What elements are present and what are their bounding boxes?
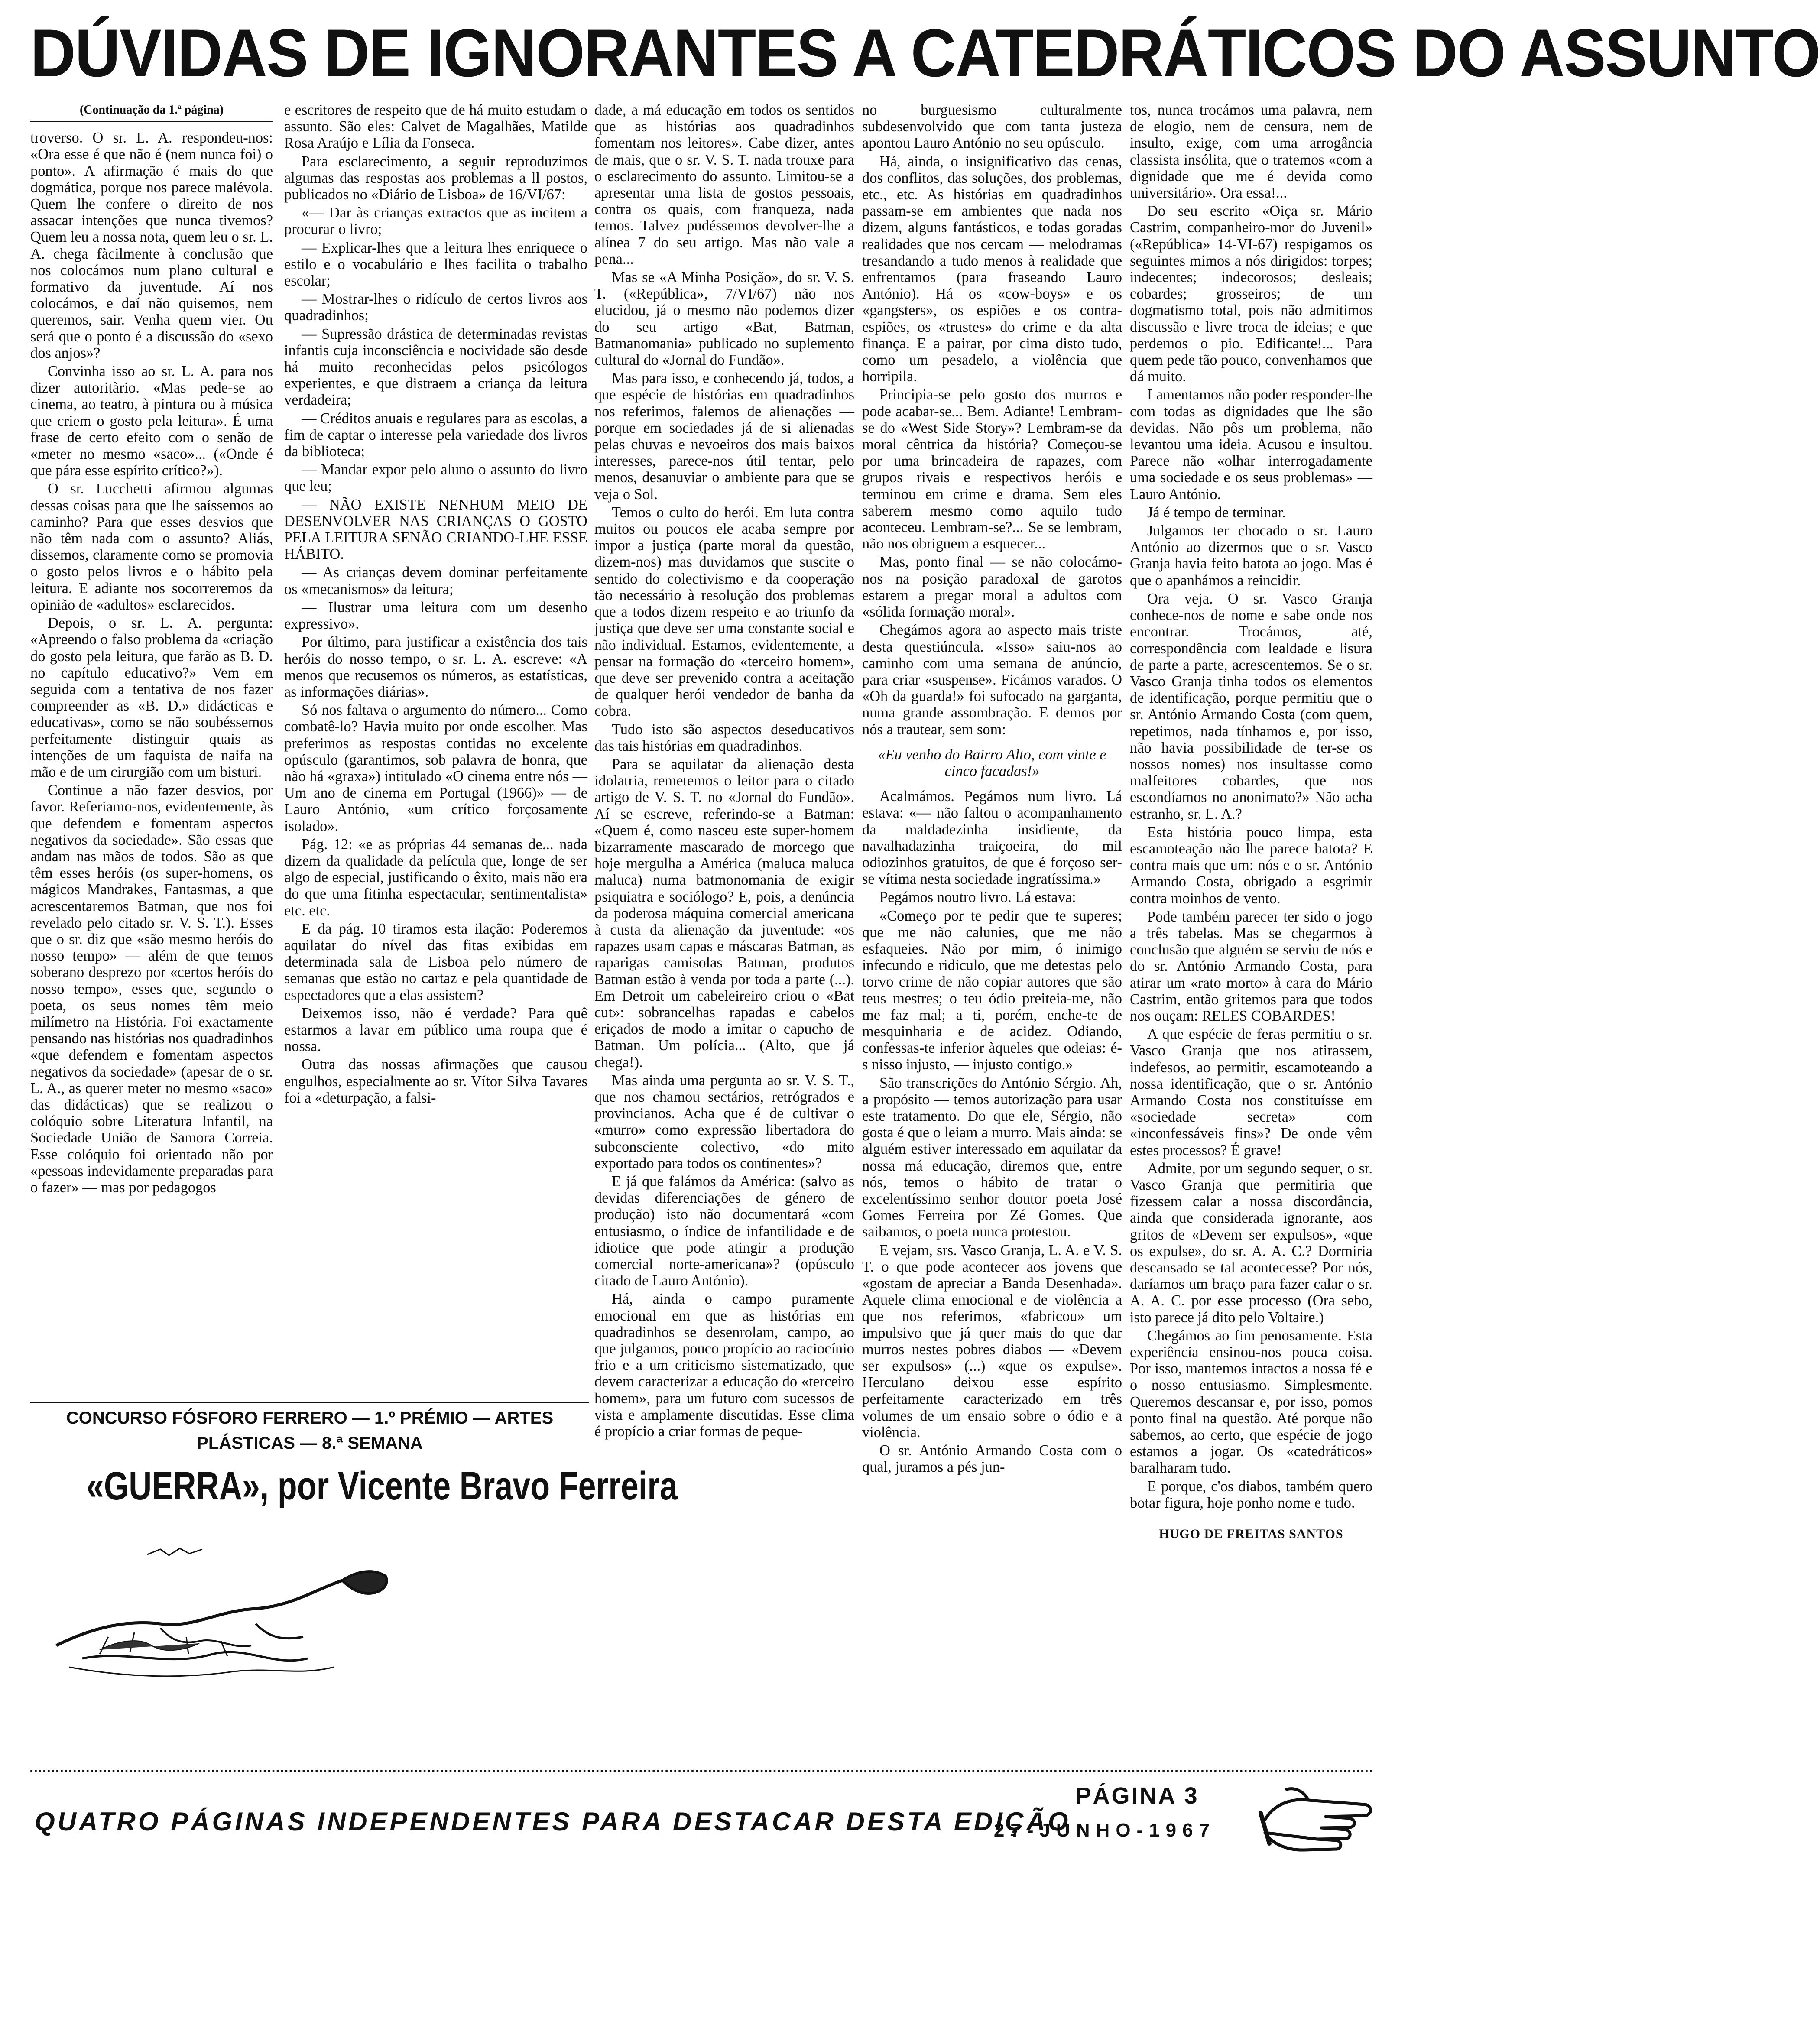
paragraph: Mas para isso, e conhecendo já, todos, a que espécie de histórias em quadradinhos nos referimos, falemos de alienações — porque em sociedades já de si alienadas pelas chuvas e nevoeiros dos mais baixos interesses, parece-nos útil tentar, pelo menos, desanuviar o ambiente para que se veja o Sol. xyxy=(594,370,854,503)
paragraph: Por último, para justificar a existência dos tais heróis do nosso tempo, o sr. L. A. escreve: «A menos que recusemos os números, as estatísticas, as informações diárias». xyxy=(284,634,587,700)
footer-banner: QUATRO PÁGINAS INDEPENDENTES PARA DESTACAR DESTA EDIÇÃO xyxy=(35,1807,1071,1836)
paragraph: — Créditos anuais e regulares para as escolas, a fim de captar o interesse pela variedade dos livros da biblioteca; xyxy=(284,410,587,460)
paragraph: Ora veja. O sr. Vasco Granja conhece-nos de nome e sabe onde nos encontrar. Trocámos, até, correspondência com lealdade e lisura de parte a parte, acrescentemos. Se o sr. Vasco Granja tinha todos os elementos de identificação, porque permitiu que o sr. António Armando Costa (com quem, repetimos, nada tínhamos e, por isso, não havia possibilidade de ter-se os nossos nomes) nos insultasse como malfeitores cobardes, que nos escondíamos no anonimato?» Não acha estranho, sr. L. A.? xyxy=(1130,590,1372,822)
page-date: 27-JUNHO-1967 xyxy=(993,1820,1216,1841)
paragraph: no burguesismo culturalmente subdesenvolvido que com tanta justeza apontou Lauro António no seu opúsculo. xyxy=(862,102,1122,152)
paragraph: Pág. 12: «e as próprias 44 semanas de... nada dizem da qualidade da película que, longe de ser algo de especial, justificando o êxito, mais não era do que uma fitinha espectacular, sentimentalista» etc. etc. xyxy=(284,836,587,919)
paragraph: Mas ainda uma pergunta ao sr. V. S. T., que nos chamou sectários, retrógrados e provincianos. Acha que é de cultivar o «murro» como expressão libertadora do subconsciente colectivo, «do mito exportado para todos os continentes»? xyxy=(594,1072,854,1172)
paragraph: E da pág. 10 tiramos esta ilação: Poderemos aquilatar do nível das fitas exibidas em determinada sala de Lisboa pelo número de semanas que estão no cartaz e pela quantidade de espectadores que a elas assistem? xyxy=(284,920,587,1003)
paragraph: Acalmámos. Pegámos num livro. Lá estava: «— não faltou o acompanhamento da maldadezinha insidiente, da navalhadazinha traiçoeira, do mil odiozinhos gratuitos, de que é forçoso ser-se vítima nesta sociedade ingratíssima.» xyxy=(862,788,1122,888)
paragraph: Para esclarecimento, a seguir reproduzimos algumas das respostas aos problemas a ll postos, publicados no «Diário de Lisboa» de 16/VI/67: xyxy=(284,153,587,203)
artwork-illustration xyxy=(30,1537,589,1680)
paragraph: Deixemos isso, não é verdade? Para quê estarmos a lavar em público uma roupa que é nossa. xyxy=(284,1005,587,1055)
paragraph: Lamentamos não poder responder-lhe com todas as dignidades que lhe são devidas. Não pôs um problema, não levantou uma ideia. Acusou e insultou. Parece não «olhar interrogadamente uma sociedade e os seus problemas» — Lauro António. xyxy=(1130,386,1372,503)
paragraph: troverso. O sr. L. A. respondeu-nos: «Ora esse é que não é (nem nunca foi) o ponto». A afirmação é mais do que dogmática, porque nos parece malévola. Quem lhe confere o direito de nos assacar intenções que nunca tivemos? Quem leu a nossa nota, quem leu o sr. L. A. chega fàcilmente à conclusão que nos colocámos num plano cultural e formativo da juventude. Aí nos colocámos, e daí não quisemos, nem queremos, sair. Venha quem vier. Ou será que o ponto é a discussão do «sexo dos anjos»? xyxy=(30,130,273,361)
paragraph: — Mostrar-lhes o ridículo de certos livros aos quadradinhos; xyxy=(284,291,587,324)
paragraph: O sr. António Armando Costa com o qual, juramos a pés jun- xyxy=(862,1442,1122,1476)
paragraph: Continue a não fazer desvios, por favor. Referiamo-nos, evidentemente, às que defendem e fomentam aspectos negativos da sociedade». São essas que andam nas mãos de todos. São as que têm esses heróis (os super-homens, os mágicos Mandrakes, Fantasmas, a que acrescentaremos Batman, que nos foi revelado pelo citado sr. V. S. T.). Esses que o sr. diz que «são mesmo heróis do nosso tempo» — além de que temos soberano desprezo por «certos heróis do nosso tempo», esses que, segundo o poeta, os seus nomes têm meio milímetro na História. Foi exactamente pensando nas histórias nos quadradinhos «que defendem e fomentam aspectos negativos da sociedade» (apesar de o sr. L. A., as querer meter no mesmo «saco» das didácticas) que se realizou o colóquio sobre Literatura Infantil, na Sociedade União de Samora Correia. Esse colóquio foi orientado não por «pessoas indevidamente preparadas para o fazer» — mas por pedagogos xyxy=(30,782,273,1196)
paragraph: «— Dar às crianças extractos que as incitem a procurar o livro; xyxy=(284,204,587,238)
paragraph: «Começo por te pedir que te superes; que me não calunies, que me não esfaqueies. Não por mim, ó inimigo infecundo e ridiculo, que me detestas pelo torvo crime de não copiar autores que são teus mestres; o teu ódio preiteia-me, não me faz mal; a ti, porém, enche-te de mesquinharia e de acidez. Odiando, confessas-te inferior àqueles que odeias: é-s nisso injusto, — injusto contigo.» xyxy=(862,907,1122,1073)
paragraph: — Explicar-lhes que a leitura lhes enriquece o estilo e o vocabulário e lhes facilita o trabalho escolar; xyxy=(284,239,587,289)
paragraph: Chegámos ao fim penosamente. Esta experiência ensinou-nos pouca coisa. Por isso, mantemos intactos a nossa fé e o nosso entusiasmo. Simplesmente. Queremos descansar e, por isso, pomos ponto final na questão. Até porque não sabemos, ao certo, que espécie de jogo estamos a jogar. Os «catedráticos» baralharam tudo. xyxy=(1130,1327,1372,1477)
paragraph: — Supressão drástica de determinadas revistas infantis cuja inconsciência e nocividade são desde há muito reconhecidas pelos psicólogos experientes, e que distraem a criança da leitura verdadeira; xyxy=(284,325,587,409)
paragraph: Há, ainda, o insignificativo das cenas, dos conflitos, das soluções, dos problemas, etc., etc. As histórias em quadradinhos passam-se em ambientes que nada nos dizem, alguns fantásticos, e todas goradas realidades que nos cercam — melodramas tresandando a tudo menos à realidade que enfrentamos (para fraseando Lauro António). Há os «cow-boys» e os «gangsters», os espiões e os contra-espiões, os «trustes» do crime e da alta finança. E a pairar, por cima disto tudo, como um pesadelo, a violência que horripila. xyxy=(862,153,1122,385)
paragraph: Mas se «A Minha Posição», do sr. V. S. T. («República», 7/VI/67) não nos elucidou, já o mesmo não podemos dizer do seu artigo «Bat, Batman, Batmanomania» publicado no suplemento cultural do «Jornal do Fundão». xyxy=(594,269,854,369)
paragraph: Admite, por um segundo sequer, o sr. Vasco Granja que permitiria que fizessem calar a nossa discordância, ainda que considerada ignorante, aos gritos de «Devem ser expulsos», «que os expulse», do sr. A. A. C.? Dormiria descansado se tal acontecesse? Por nós, daríamos um braço para fazer calar o sr. A. A. C. por esse processo (Ora sebo, isto parece já dito pelo Voltaire.) xyxy=(1130,1160,1372,1326)
page-headline: DÚVIDAS DE IGNORANTES A CATEDRÁTICOS DO ASSUNTO xyxy=(30,16,1820,91)
paragraph: Há, ainda o campo puramente emocional em que as histórias em quadradinhos se desenrolam, campo, ao que julgamos, pouco propício ao raciocínio frio e a um criticismo sistematizado, que devem caracterizar a educação do «terceiro homem», para um futuro com sucessos de vista e amplamente discutidas. Esse clima é propício a criar formas de peque- xyxy=(594,1291,854,1440)
paragraph: E vejam, srs. Vasco Granja, L. A. e V. S. T. o que pode acontecer aos jovens que «gostam de apreciar a Banda Desenhada». Aquele clima emocional e de violência a que nos referimos, «fabricou» um impulsivo que já quer mais do que dar murros nestes pobres diabos — «Devem ser expulsos» (...) «que os expulse». Herculano deixou esse espírito perfeitamente caracterizado em três volumes de um ensaio sobre o ódio e a violência. xyxy=(862,1242,1122,1441)
paragraph: Julgamos ter chocado o sr. Lauro António ao dizermos que o sr. Vasco Granja havia feito batota ao jogo. Mas é que o apanhámos a reincidir. xyxy=(1130,522,1372,589)
paragraph: Outra das nossas afirmações que causou engulhos, especialmente ao sr. Vítor Silva Tavares foi a «deturpação, a falsi- xyxy=(284,1056,587,1106)
paragraph: dade, a má educação em todos os sentidos que as histórias aos quadradinhos fomentam nos leitores». Cabe dizer, antes de mais, que o sr. V. S. T. nada trouxe para o esclarecimento do assunto. Limitou-se a apresentar uma lista de gostos pessoais, contra os quais, com franqueza, nada temos. Talvez pudéssemos devolver-lhe a alínea 7 do seu artigo. Mas não vale a pena... xyxy=(594,102,854,267)
paragraph: Esta história pouco limpa, esta escamoteação não lhe parece batota? E contra mais que um: nós e o sr. António Armando Costa, obrigado a esgrimir contra moinhos de vento. xyxy=(1130,824,1372,907)
paragraph: Temos o culto do herói. Em luta contra muitos ou poucos ele acaba sempre por impor a justiça (parte moral da questão, dizem-nos) mas duvidamos que suscite o sentido do colectivismo e da cooperação tão necessário à resolução dos problemas que a todos dizem respeito e ao triunfo da justiça que deve ser uma constante social e não individual. Estamos, evidentemente, a pensar na formação do «terceiro homem», que deve ser prevenido contra a aceitação de qualquer herói vendedor de banha da cobra. xyxy=(594,504,854,720)
article-column-1 xyxy=(30,102,273,1402)
paragraph: São transcrições do António Sérgio. Ah, a propósito — temos autorização para usar este tratamento. Do que ele, Sérgio, não gosta é que o leiam a murro. Mais ainda: se alguém estiver interessado em aquilatar da nossa má educação, diremos que, entre nós, temos o hábito de tratar o excelentíssimo senhor doutor poeta José Gomes Ferreira por Zé Gomes. Que saibamos, o poeta nunca protestou. xyxy=(862,1074,1122,1240)
paragraph: Pegámos noutro livro. Lá estava: xyxy=(879,889,1076,906)
paragraph: E já que falámos da América: (salvo as devidas diferenciações de género de produção) isto não documentará «com entusiasmo, o índice de infantilidade e de idiotice que pode atingir a produção comercial norte-americana»? (opúsculo citado de Lauro António). xyxy=(594,1173,854,1289)
paragraph: Já é tempo de terminar. xyxy=(1147,504,1286,521)
paragraph: Tudo isto são aspectos deseducativos das tais histórias em quadradinhos. xyxy=(594,721,854,754)
paragraph: — Ilustrar uma leitura com um desenho expressivo». xyxy=(284,599,587,633)
contest-line-2: PLÁSTICAS — 8.ª SEMANA xyxy=(197,1434,423,1453)
contest-line-1: CONCURSO FÓSFORO FERRERO — 1.º PRÉMIO — ARTES xyxy=(66,1408,554,1428)
pointing-hand-icon xyxy=(1256,1778,1378,1861)
paragraph: e escritores de respeito que de há muito estudam o assunto. São eles: Calvet de Magalhães, Matilde Rosa Araújo e Lília da Fonseca. xyxy=(284,102,587,152)
contest-box xyxy=(30,1402,678,1680)
author-signature: HUGO DE FREITAS SANTOS xyxy=(1159,1527,1343,1541)
article-column-2 xyxy=(284,102,587,1402)
paragraph: «Eu venho do Bairro Alto, com vinte e cinco facadas!» xyxy=(878,746,1106,779)
paragraph: Principia-se pelo gosto dos murros e pode acabar-se... Bem. Adiante! Lembram-se do «West Side Story»? Lembram-se da moral cêntrica da história? Começou-se por uma brincadeira de rapazes, com grupos rivais e respectivos heróis e terminou em crime e drama. Sem eles saberem mesmo como aquilo tudo aconteceu. Lembram-se?... Se se lembram, não nos obriguem a esquecer... xyxy=(862,386,1122,552)
paragraph: — As crianças devem dominar perfeitamente os «mecanismos» da leitura; xyxy=(284,564,587,597)
paragraph: Do seu escrito «Oiça sr. Mário Castrim, companheiro-mor do Juvenil» («República» 14-VI-67) respigamos os seguintes mimos a nós dirigidos: torpes; indecentes; indecorosos; desleais; cobardes; grosseiros; de um dogmatismo total, pois não admitimos discussão e livre troca de ideias; e que perdemos o pio. Edificante!... Para quem pede tão pouco, convenhamos que dá muito. xyxy=(1130,203,1372,385)
continuation-note: (Continuação da 1.ª página) xyxy=(30,102,273,122)
paragraph: E porque, c'os diabos, também quero botar figura, hoje ponho nome e tudo. xyxy=(1130,1478,1372,1511)
paragraph: A que espécie de feras permitiu o sr. Vasco Granja que nos atirassem, indefesos, ao permitir, escamoteando a nossa identificação, que o sr. António Armando Costa nos constituísse em «sociedade secreta» com «inconfessáveis fins»? De onde vêm estes processos? É grave! xyxy=(1130,1026,1372,1159)
paragraph: Convinha isso ao sr. L. A. para nos dizer autoritàrio. «Mas pede-se ao cinema, ao teatro, à pintura ou à música que criem o gosto pela leitura». É uma frase de certo efeito com o senão de «meter no mesmo «saco»... («Onde é que pára esse espírito crítico?»). xyxy=(30,363,273,479)
paragraph: Para se aquilatar da alienação desta idolatria, remetemos o leitor para o citado artigo de V. S. T. no «Jornal do Fundão». Aí se escreve, referindo-se a Batman: «Quem é, como nasceu este super-homem bizarramente mascarado de morcego que hoje mergulha a América (maluca maluca maluca) numa batmonomania de exigir psiquiatra e sociólogo? E, pois, a denúncia da poderosa máquina comercial americana à custa da alienação da juventude: «os rapazes usam capas e máscaras Batman, as raparigas camisolas Batman, produtos Batman estão à venda por toda a parte (...). Em Detroit um cabeleireiro criou o «Bat cut»: sobrancelhas rapadas e cabelos eriçados de modo a imitar o capucho de Batman. Um polícia... (Alto, que já chega!). xyxy=(594,756,854,1071)
paragraph: Mas, ponto final — se não colocámo-nos na posição paradoxal de garotos estarem a pregar moral a adultos com «sólida formação moral». xyxy=(862,554,1122,620)
contest-title: «GUERRA», por Vicente Bravo Ferreira xyxy=(86,1464,678,1508)
paragraph: Pode também parecer ter sido o jogo a três tabelas. Mas se chegarmos à conclusão que alguém se serviu de nós e do sr. António Armando Costa, para atirar um «rato morto» à cara do Mário Castrim, então gritemos para que todos nos ouçam: RELES COBARDES! xyxy=(1130,908,1372,1024)
paragraph: O sr. Lucchetti afirmou algumas dessas coisas para que lhe saíssemos ao caminho? Para que esses desvios que não têm nada com o assunto? Aliás, dissemos, claramente como se promovia o gosto pelos livros e o hábito pela leitura. E adiante nos socorreremos da opinião de «adultos» esclarecidos. xyxy=(30,480,273,613)
paragraph: tos, nunca trocámos uma palavra, nem de elogio, nem de censura, nem de insulto, exige, com uma arrogância classista insólita, que o tratemos «com a dignidade que me é devida como universitário». Ora essa!... xyxy=(1130,102,1372,201)
paragraph: Chegámos agora ao aspecto mais triste desta questiúncula. «Isso» saiu-nos ao caminho com uma semana de anúncio, para criar «suspense». Ficámos varados. O «Oh da guarda!» foi sufocado na garganta, numa grande assombração. E demos por nós a trautear, sem som: xyxy=(862,622,1122,738)
article-column-4 xyxy=(862,102,1122,1705)
paragraph: — NÃO EXISTE NENHUM MEIO DE DESENVOLVER NAS CRIANÇAS O GOSTO PELA LEITURA SENÃO CRIANDO-LHE ESSE HÁBITO. xyxy=(284,496,587,563)
page-number: PÁGINA 3 xyxy=(1075,1783,1199,1809)
article-column-5 xyxy=(1130,102,1372,1705)
paragraph: Depois, o sr. L. A. pergunta: «Apreendo o falso problema da «criação do gosto pela leitura, que farão as B. D. no capítulo educativo?» Vem em seguida com a tentativa de nos fazer compreender as «B. D.» didácticas e educativas», como se não soubéssemos perfeitamente distinguir quais as intenções de um faquista de naifa na mão e de um cirurgião com um bisturi. xyxy=(30,615,273,780)
paragraph: — Mandar expor pelo aluno o assunto do livro que leu; xyxy=(284,461,587,495)
paragraph: Só nos faltava o argumento do número... Como combatê-lo? Havia muito por onde escolher. Mas preferimos as respostas contidas no excelente opúsculo (garantimos, sob palavra de honra, que não há «graxa») intitulado «O cinema entre nós — Um ano de cinema em Portugal (1966)» — de Lauro António, «um crítico forçosamente isolado». xyxy=(284,702,587,834)
